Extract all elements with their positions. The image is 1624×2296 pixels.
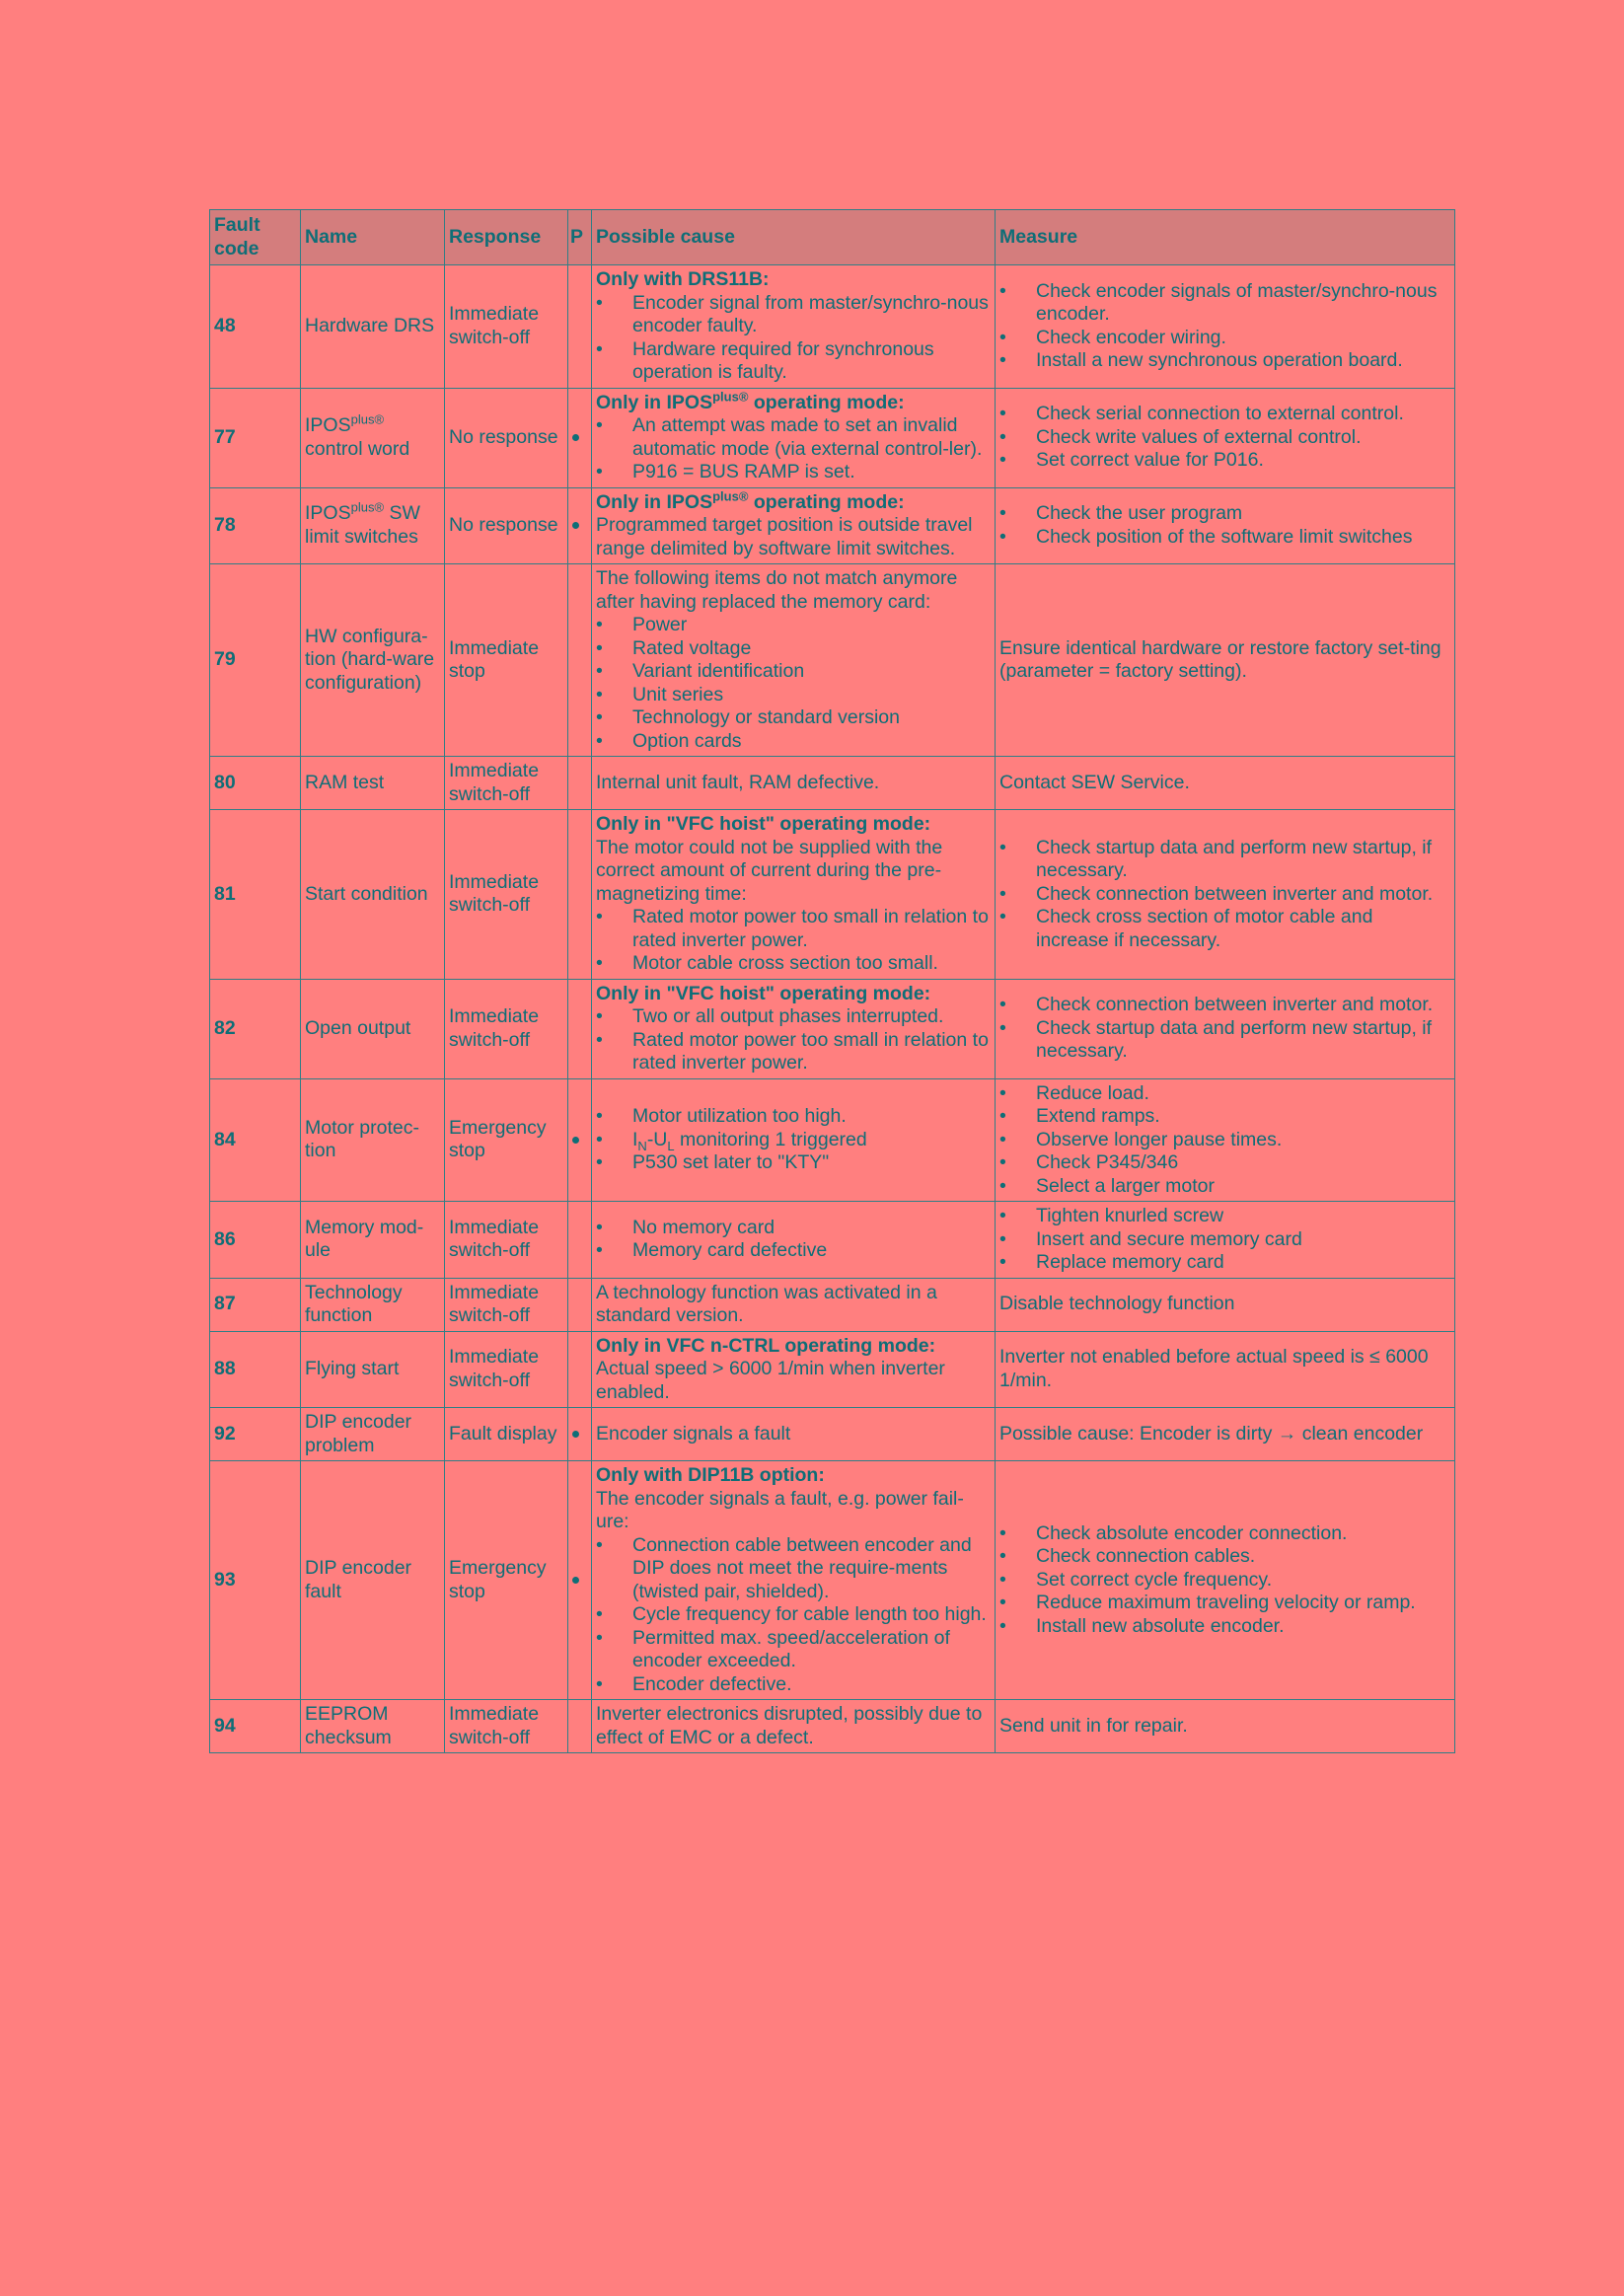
list-item: • Tighten knurled screw xyxy=(999,1205,1450,1228)
heading-text: operating mode: xyxy=(748,490,905,513)
measure xyxy=(996,265,1455,389)
fault-response: Immediate switch-off xyxy=(445,979,568,1078)
list-item: • Extend ramps. xyxy=(999,1105,1450,1129)
item-text: I xyxy=(632,1128,638,1150)
measure-list xyxy=(999,403,1450,473)
measure-list xyxy=(999,994,1450,1064)
cause-heading xyxy=(596,488,991,515)
measure xyxy=(996,810,1455,980)
p-cell xyxy=(568,979,592,1078)
p-dot-icon xyxy=(572,1577,579,1584)
fault-response: Immediate switch-off xyxy=(445,1202,568,1279)
table-row xyxy=(210,564,1455,757)
list-item: • Cycle frequency for cable length too high. xyxy=(596,1603,991,1627)
measure-list xyxy=(999,502,1450,549)
measure: Contact SEW Service. xyxy=(996,757,1455,810)
subscript: L xyxy=(667,1138,675,1153)
fault-code: 48 xyxy=(210,265,301,389)
fault-response: Immediate switch-off xyxy=(445,1278,568,1331)
fault-name xyxy=(301,388,445,487)
cause-heading: Only with DRS11B: xyxy=(596,268,770,290)
list-item: • Connection cable between encoder and DIP does not meet the require-ments (twisted pair, shielded). xyxy=(596,1534,991,1604)
possible-cause xyxy=(592,564,996,757)
p-cell xyxy=(568,1278,592,1331)
table-row xyxy=(210,1408,1455,1461)
name-superscript: plus® xyxy=(350,411,385,427)
header-measure: Measure xyxy=(996,210,1455,265)
item-text: -U xyxy=(646,1128,668,1150)
fault-code: 81 xyxy=(210,810,301,980)
heading-text: Only in IPOS xyxy=(596,490,713,513)
fault-code: 80 xyxy=(210,757,301,810)
list-item: • Set correct value for P016. xyxy=(999,449,1450,473)
list-item: • Power xyxy=(596,614,991,637)
possible-cause xyxy=(592,1078,996,1202)
cause-text: The encoder signals a fault, e.g. power fail-ure: xyxy=(596,1487,964,1532)
list-item: • Reduce maximum traveling velocity or ramp. xyxy=(999,1592,1450,1615)
list-item xyxy=(596,1129,991,1152)
list-item: • Permitted max. speed/acceleration of encoder exceeded. xyxy=(596,1627,991,1673)
list-item: • Hardware required for synchronous operation is faulty. xyxy=(596,338,991,385)
fault-name: Hardware DRS xyxy=(301,265,445,389)
list-item: • Check write values of external control. xyxy=(999,426,1450,450)
measure: Disable technology function xyxy=(996,1278,1455,1331)
measure: Possible cause: Encoder is dirty → clean encoder xyxy=(996,1408,1455,1461)
measure xyxy=(996,1461,1455,1700)
p-cell xyxy=(568,1202,592,1279)
list-item: • Check startup data and perform new startup, if necessary. xyxy=(999,1017,1450,1064)
table-row xyxy=(210,487,1455,564)
fault-response: Immediate switch-off xyxy=(445,1700,568,1753)
list-item: • Check serial connection to external control. xyxy=(999,403,1450,426)
list-item: • No memory card xyxy=(596,1217,991,1240)
name-text: control word xyxy=(305,437,410,460)
fault-response: Immediate switch-off xyxy=(445,1331,568,1408)
heading-text: operating mode: xyxy=(748,391,905,413)
cause-text: The motor could not be supplied with the correct amount of current during the pre-magnetizing time: xyxy=(596,836,943,905)
cause-list xyxy=(596,614,991,753)
cause-list xyxy=(596,906,991,976)
list-item: • Option cards xyxy=(596,730,991,754)
measure xyxy=(996,1078,1455,1202)
list-item: • Set correct cycle frequency. xyxy=(999,1569,1450,1592)
list-item: • Check the user program xyxy=(999,502,1450,526)
possible-cause: Inverter electronics disrupted, possibly due to effect of EMC or a defect. xyxy=(592,1700,996,1753)
p-cell xyxy=(568,810,592,980)
fault-code: 77 xyxy=(210,388,301,487)
fault-response: No response xyxy=(445,487,568,564)
subscript: N xyxy=(637,1138,647,1153)
cause-heading: Only in VFC n-CTRL operating mode: xyxy=(596,1334,936,1357)
table-row xyxy=(210,1461,1455,1700)
measure xyxy=(996,388,1455,487)
possible-cause xyxy=(592,265,996,389)
fault-response: Immediate switch-off xyxy=(445,265,568,389)
measure-list xyxy=(999,1205,1450,1275)
fault-code: 87 xyxy=(210,1278,301,1331)
possible-cause xyxy=(592,979,996,1078)
table-row xyxy=(210,1202,1455,1279)
fault-code: 78 xyxy=(210,487,301,564)
name-text: IPOS xyxy=(305,414,351,436)
list-item: • Check startup data and perform new startup, if necessary. xyxy=(999,837,1450,883)
header-fault-code: Fault code xyxy=(210,210,301,265)
list-item: • Check connection cables. xyxy=(999,1545,1450,1569)
fault-code: 79 xyxy=(210,564,301,757)
list-item: • Check P345/346 xyxy=(999,1151,1450,1175)
p-dot-icon xyxy=(572,434,579,441)
fault-name: Open output xyxy=(301,979,445,1078)
cause-heading: Only in "VFC hoist" operating mode: xyxy=(596,982,931,1004)
heading-superscript: plus® xyxy=(712,389,749,404)
item-text: monitoring 1 triggered xyxy=(674,1128,867,1150)
list-item: • Two or all output phases interrupted. xyxy=(596,1005,991,1029)
measure xyxy=(996,979,1455,1078)
list-item: • P916 = BUS RAMP is set. xyxy=(596,461,991,484)
measure: Inverter not enabled before actual speed is ≤ 6000 1/min. xyxy=(996,1331,1455,1408)
header-name: Name xyxy=(301,210,445,265)
fault-code: 94 xyxy=(210,1700,301,1753)
list-item: • Replace memory card xyxy=(999,1251,1450,1275)
cause-text: The following items do not match anymore after having replaced the memory card: xyxy=(596,567,958,613)
header-row xyxy=(210,210,1455,265)
measure: Ensure identical hardware or restore factory set-ting (parameter = factory setting). xyxy=(996,564,1455,757)
table-row xyxy=(210,810,1455,980)
header-response: Response xyxy=(445,210,568,265)
table-row xyxy=(210,1078,1455,1202)
fault-response: Emergency stop xyxy=(445,1461,568,1700)
list-item: • Check connection between inverter and motor. xyxy=(999,994,1450,1017)
table-row xyxy=(210,757,1455,810)
cause-heading: Only with DIP11B option: xyxy=(596,1464,825,1486)
list-item: • Motor utilization too high. xyxy=(596,1105,991,1129)
fault-name: DIP encoder fault xyxy=(301,1461,445,1700)
possible-cause xyxy=(592,487,996,564)
fault-name: RAM test xyxy=(301,757,445,810)
p-cell xyxy=(568,1408,592,1461)
list-item: • Observe longer pause times. xyxy=(999,1129,1450,1152)
fault-response: Immediate switch-off xyxy=(445,810,568,980)
cause-list xyxy=(596,292,991,385)
table-row xyxy=(210,1331,1455,1408)
cause-list xyxy=(596,414,991,484)
name-superscript: plus® xyxy=(350,499,385,515)
measure-list xyxy=(999,1522,1450,1639)
list-item: • Select a larger motor xyxy=(999,1175,1450,1199)
p-dot-icon xyxy=(572,1431,579,1438)
list-item: • Rated motor power too small in relation to rated inverter power. xyxy=(596,906,991,952)
list-item: • Rated motor power too small in relation to rated inverter power. xyxy=(596,1029,991,1075)
fault-name: HW configura-tion (hard-ware configuration) xyxy=(301,564,445,757)
list-item: • Rated voltage xyxy=(596,637,991,661)
possible-cause: A technology function was activated in a standard version. xyxy=(592,1278,996,1331)
list-item: • An attempt was made to set an invalid automatic mode (via external control-ler). xyxy=(596,414,991,461)
p-cell xyxy=(568,757,592,810)
list-item: • Check cross section of motor cable and increase if necessary. xyxy=(999,906,1450,952)
fault-table xyxy=(209,209,1455,1753)
heading-text: Only in IPOS xyxy=(596,391,713,413)
list-item: • Check connection between inverter and motor. xyxy=(999,883,1450,907)
p-cell xyxy=(568,487,592,564)
possible-cause xyxy=(592,388,996,487)
fault-code: 82 xyxy=(210,979,301,1078)
p-cell xyxy=(568,388,592,487)
fault-response: No response xyxy=(445,388,568,487)
measure xyxy=(996,1202,1455,1279)
list-item: • Unit series xyxy=(596,684,991,707)
list-item: • Encoder defective. xyxy=(596,1673,991,1697)
p-cell xyxy=(568,1331,592,1408)
list-item: • Variant identification xyxy=(596,660,991,684)
cause-list xyxy=(596,1105,991,1175)
p-cell xyxy=(568,1078,592,1202)
list-item: • Check position of the software limit switches xyxy=(999,526,1450,550)
list-item: • Memory card defective xyxy=(596,1239,991,1263)
cause-heading xyxy=(596,389,991,415)
fault-response: Immediate stop xyxy=(445,564,568,757)
fault-name: Start condition xyxy=(301,810,445,980)
fault-code: 84 xyxy=(210,1078,301,1202)
possible-cause xyxy=(592,810,996,980)
p-dot-icon xyxy=(572,522,579,529)
list-item: • Insert and secure memory card xyxy=(999,1228,1450,1252)
header-possible-cause: Possible cause xyxy=(592,210,996,265)
list-item: • Install a new synchronous operation board. xyxy=(999,349,1450,373)
fault-response: Immediate switch-off xyxy=(445,757,568,810)
table-row xyxy=(210,1700,1455,1753)
cause-heading: Only in "VFC hoist" operating mode: xyxy=(596,813,931,835)
cause-list xyxy=(596,1217,991,1263)
fault-code: 86 xyxy=(210,1202,301,1279)
fault-name: EEPROM checksum xyxy=(301,1700,445,1753)
possible-cause xyxy=(592,1331,996,1408)
fault-name xyxy=(301,487,445,564)
fault-code: 92 xyxy=(210,1408,301,1461)
p-cell xyxy=(568,1700,592,1753)
measure-list xyxy=(999,837,1450,953)
possible-cause: Encoder signals a fault xyxy=(592,1408,996,1461)
fault-name: Memory mod-ule xyxy=(301,1202,445,1279)
list-item: • Check encoder signals of master/synchro-nous encoder. xyxy=(999,280,1450,327)
p-cell xyxy=(568,1461,592,1700)
p-dot-icon xyxy=(572,1137,579,1144)
fault-code: 93 xyxy=(210,1461,301,1700)
measure xyxy=(996,487,1455,564)
p-cell xyxy=(568,564,592,757)
list-item: • Check encoder wiring. xyxy=(999,327,1450,350)
table-row xyxy=(210,1278,1455,1331)
fault-response: Fault display xyxy=(445,1408,568,1461)
name-text: IPOS xyxy=(305,502,351,525)
fault-name: DIP encoder problem xyxy=(301,1408,445,1461)
cause-text: Programmed target position is outside travel range delimited by software limit switches. xyxy=(596,514,973,559)
p-cell xyxy=(568,265,592,389)
table-row xyxy=(210,388,1455,487)
possible-cause xyxy=(592,1202,996,1279)
cause-list xyxy=(596,1005,991,1075)
table-row xyxy=(210,265,1455,389)
list-item: • P530 set later to "KTY" xyxy=(596,1151,991,1175)
header-p: P xyxy=(568,210,592,265)
fault-name: Flying start xyxy=(301,1331,445,1408)
fault-response: Emergency stop xyxy=(445,1078,568,1202)
possible-cause: Internal unit fault, RAM defective. xyxy=(592,757,996,810)
list-item: • Reduce load. xyxy=(999,1082,1450,1106)
measure-list xyxy=(999,1082,1450,1199)
name-text: SW limit switches xyxy=(305,502,420,548)
fault-name: Motor protec-tion xyxy=(301,1078,445,1202)
list-item: • Install new absolute encoder. xyxy=(999,1615,1450,1639)
fault-name: Technology function xyxy=(301,1278,445,1331)
measure: Send unit in for repair. xyxy=(996,1700,1455,1753)
list-item: • Check absolute encoder connection. xyxy=(999,1522,1450,1546)
cause-list xyxy=(596,1534,991,1697)
measure-list xyxy=(999,280,1450,373)
list-item: • Encoder signal from master/synchro-nous encoder faulty. xyxy=(596,292,991,338)
fault-code: 88 xyxy=(210,1331,301,1408)
list-item: • Technology or standard version xyxy=(596,706,991,730)
table-row xyxy=(210,979,1455,1078)
possible-cause xyxy=(592,1461,996,1700)
list-item: • Motor cable cross section too small. xyxy=(596,952,991,976)
cause-text: Actual speed > 6000 1/min when inverter enabled. xyxy=(596,1358,945,1403)
heading-superscript: plus® xyxy=(712,488,749,503)
